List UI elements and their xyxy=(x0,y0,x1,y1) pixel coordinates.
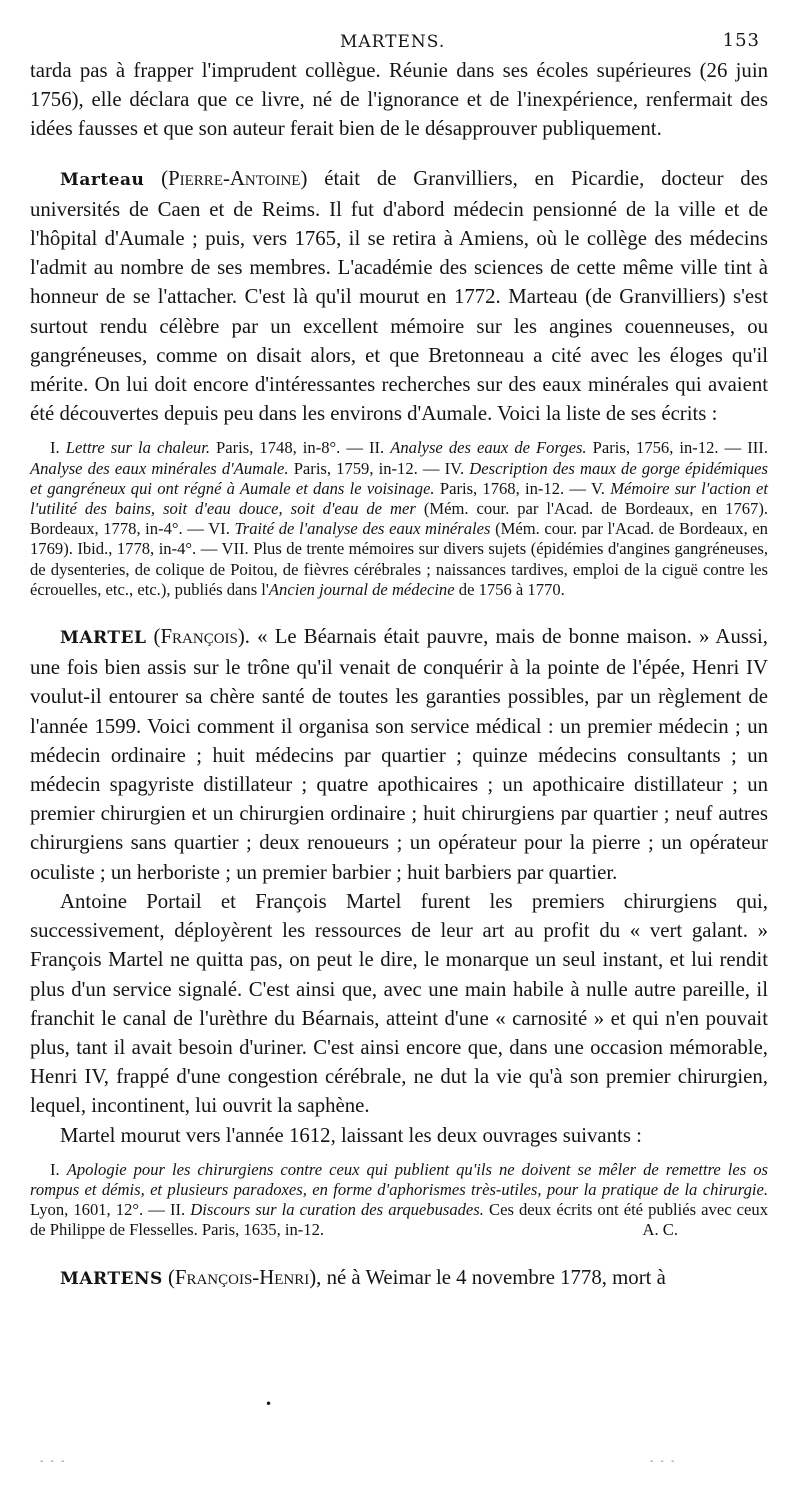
work-title: Analyse des eaux de Forges. xyxy=(390,438,587,458)
footer-dot: • xyxy=(265,1397,273,1411)
work-imprint: Ces deux écrits ont été publiés avec ceux de Philippe de Flesselles. Paris, 1635, in-12. xyxy=(30,1200,768,1240)
work-number: V. xyxy=(590,478,605,498)
martel-paragraph-3: Martel mourut vers l'année 1612, laissant les deux ouvrages suivants : xyxy=(60,1123,642,1147)
headword-marteau: Marteau xyxy=(60,169,145,190)
names-martel: (François). xyxy=(153,625,251,649)
work-imprint: Plus de trente mémoires sur divers sujets (épidémies d'angines gangréneuses, de dysenteries, de colique de Poitou, de fièvres cérébrales ; naissances tardives, emploi de la ciguë contre les écrouelles, etc., etc.), publiés dans l' xyxy=(30,539,768,599)
work-title: Discours sur la curation des arquebusades. xyxy=(190,1200,484,1220)
work-imprint: (Mém. cour. par l'Acad. de Bordeaux, en 1767). Bordeaux, 1778, in-4°. — xyxy=(30,499,769,539)
page-number: 153 xyxy=(722,30,760,51)
work-number: IV. xyxy=(444,458,465,478)
work-imprint: Paris, 1748, in-8°. — xyxy=(216,438,363,458)
intro-paragraph: tarda pas à frapper l'imprudent collègue. Réunie dans ses écoles supérieures (26 juin 1756), elle déclara que ce livre, né de l'ignorance et de l'inexpérience, renfermait des idées fausses et que son auteur ferait bien de le désapprouver publiquement. xyxy=(30,59,768,141)
text-marteau: était de Granvilliers, en Picardie, docteur des universités de Caen et de Reims. Il fut d'abord médecin pensionné de la ville et de l'hôpital d'Aumale ; puis, vers 1765, il se retira à Amiens, où le collège des médecins l'admit au nombre de ses membres. L'académie des sciences de cette même ville tint à honneur de se l'attacher. C'est là qu'il mourut en 1772. Marteau (de Granvilliers) s'est surtout rendu célèbre par un excellent mémoire sur les angines couenneuses, ou gangréneuses, comme on disait alors, et que Bretonneau a cité avec les éloges qu'il mérite. On lui doit encore d'intéressantes recherches sur des eaux minérales qui avaient été découvertes depuis peu dans les environs d'Aumale. Voici la liste de ses écrits : xyxy=(30,166,769,426)
entry-marteau xyxy=(30,164,768,429)
names-marteau: (Pierre-Antoine) xyxy=(161,166,308,190)
work-number: II. xyxy=(169,1200,186,1220)
work-title: Traité de l'analyse des eaux minérales xyxy=(234,519,491,539)
entry-martel xyxy=(30,622,768,887)
running-head xyxy=(30,30,768,56)
entry-martens xyxy=(30,1263,768,1294)
work-title: Lettre sur la chaleur. xyxy=(65,438,210,458)
journal-dates: de 1756 à 1770. xyxy=(458,579,565,599)
book-page xyxy=(30,30,768,1294)
headword-martel: MARTEL xyxy=(60,628,147,649)
work-imprint: Paris, 1756, in-12. — xyxy=(592,438,742,458)
work-number: VII. xyxy=(221,539,249,559)
running-title: MARTENS. xyxy=(340,32,446,52)
work-imprint: Paris, 1768, in-12. — xyxy=(439,478,586,498)
work-title: Description des maux de gorge épidémiques et gangréneux qui ont régné à Aumale et dans le voisinage. xyxy=(30,458,768,498)
text-martens: né à Weimar le 4 novembre 1778, mort à xyxy=(326,1265,666,1289)
work-imprint: Paris, 1759, in-12. — xyxy=(293,458,440,478)
journal-title: Ancien journal de médecine xyxy=(268,579,455,599)
work-number: VI. xyxy=(208,519,230,539)
work-imprint: Lyon, 1601, 12°. — xyxy=(30,1200,165,1220)
work-title: Analyse des eaux minérales d'Aumale. xyxy=(30,458,289,478)
names-martens: (François-Henri), xyxy=(167,1265,322,1289)
text-martel-p1: « Le Béarnais était pauvre, mais de bonne maison. » Aussi, une fois bien assis sur le trône qu'il venait de conquérir à la pointe de l'épée, Henri IV voulut-il entourer sa chère santé de toutes les garanties possibles, par un règlement de l'année 1599. Voici comment il organisa son service médical : un premier médecin ; un médecin ordinaire ; huit médecins par quartier ; quinze médecins consultants ; un médecin spagyriste distillateur ; quatre apothicaires ; un apothicaire distillateur ; un premier chirurgien et un chirurgien ordinaire ; huit chirurgiens par quartier ; neuf autres chirurgiens sans quartier ; deux renoueurs ; un opérateur pour la pierre ; un opérateur oculiste ; un herboriste ; un premier barbier ; huit barbiers par quartier. xyxy=(30,625,769,884)
headword-martens: MARTENS xyxy=(60,1268,163,1289)
work-number: II. xyxy=(369,438,385,458)
footer-marks-left: - - - xyxy=(40,1456,67,1467)
footer-marks-right: - - - xyxy=(650,1456,677,1467)
work-number: III. xyxy=(747,438,768,458)
work-number: I. xyxy=(50,1159,60,1179)
work-title: Apologie pour les chirurgiens contre ceux qui publient qu'ils ne doivent se mêler de remettre les os rompus et démis, et plusieurs paradoxes, en forme d'aphorismes très-utiles, pour la pratique de la chirurgie. xyxy=(30,1159,768,1199)
martel-paragraph-2: Antoine Portail et François Martel furent les premiers chirurgiens qui, successivement, déployèrent les ressources de leur art au profit du « vert galant. » François Martel ne quitta pas, on peut le dire, le monarque un seul instant, et lui rendit plus d'un service signalé. C'est ainsi que, avec une main habile à nulle autre pareille, il franchit le canal de l'urèthre du Béarnais, atteint d'une « carnosité » et qui n'en pouvait plus, tant il avait besoin d'uriner. C'est ainsi encore que, dans une occasion mémorable, Henri IV, frappé d'une congestion cérébrale, ne dut la vie qu'à son premier chirurgien, lequel, incontinent, lui ouvrit la saphène. xyxy=(30,889,768,1118)
author-signature: A. C. xyxy=(642,1220,678,1240)
works-martel xyxy=(30,1160,768,1241)
works-marteau xyxy=(30,438,768,600)
work-title: Mémoire sur l'action et l'utilité des bains, soit d'eau douce, soit d'eau de mer xyxy=(30,478,769,519)
work-number: I. xyxy=(50,438,60,458)
work-imprint: (Mém. cour. par l'Acad. de Bordeaux, en 1769). Ibid., 1778, in-4°. — xyxy=(30,519,768,559)
